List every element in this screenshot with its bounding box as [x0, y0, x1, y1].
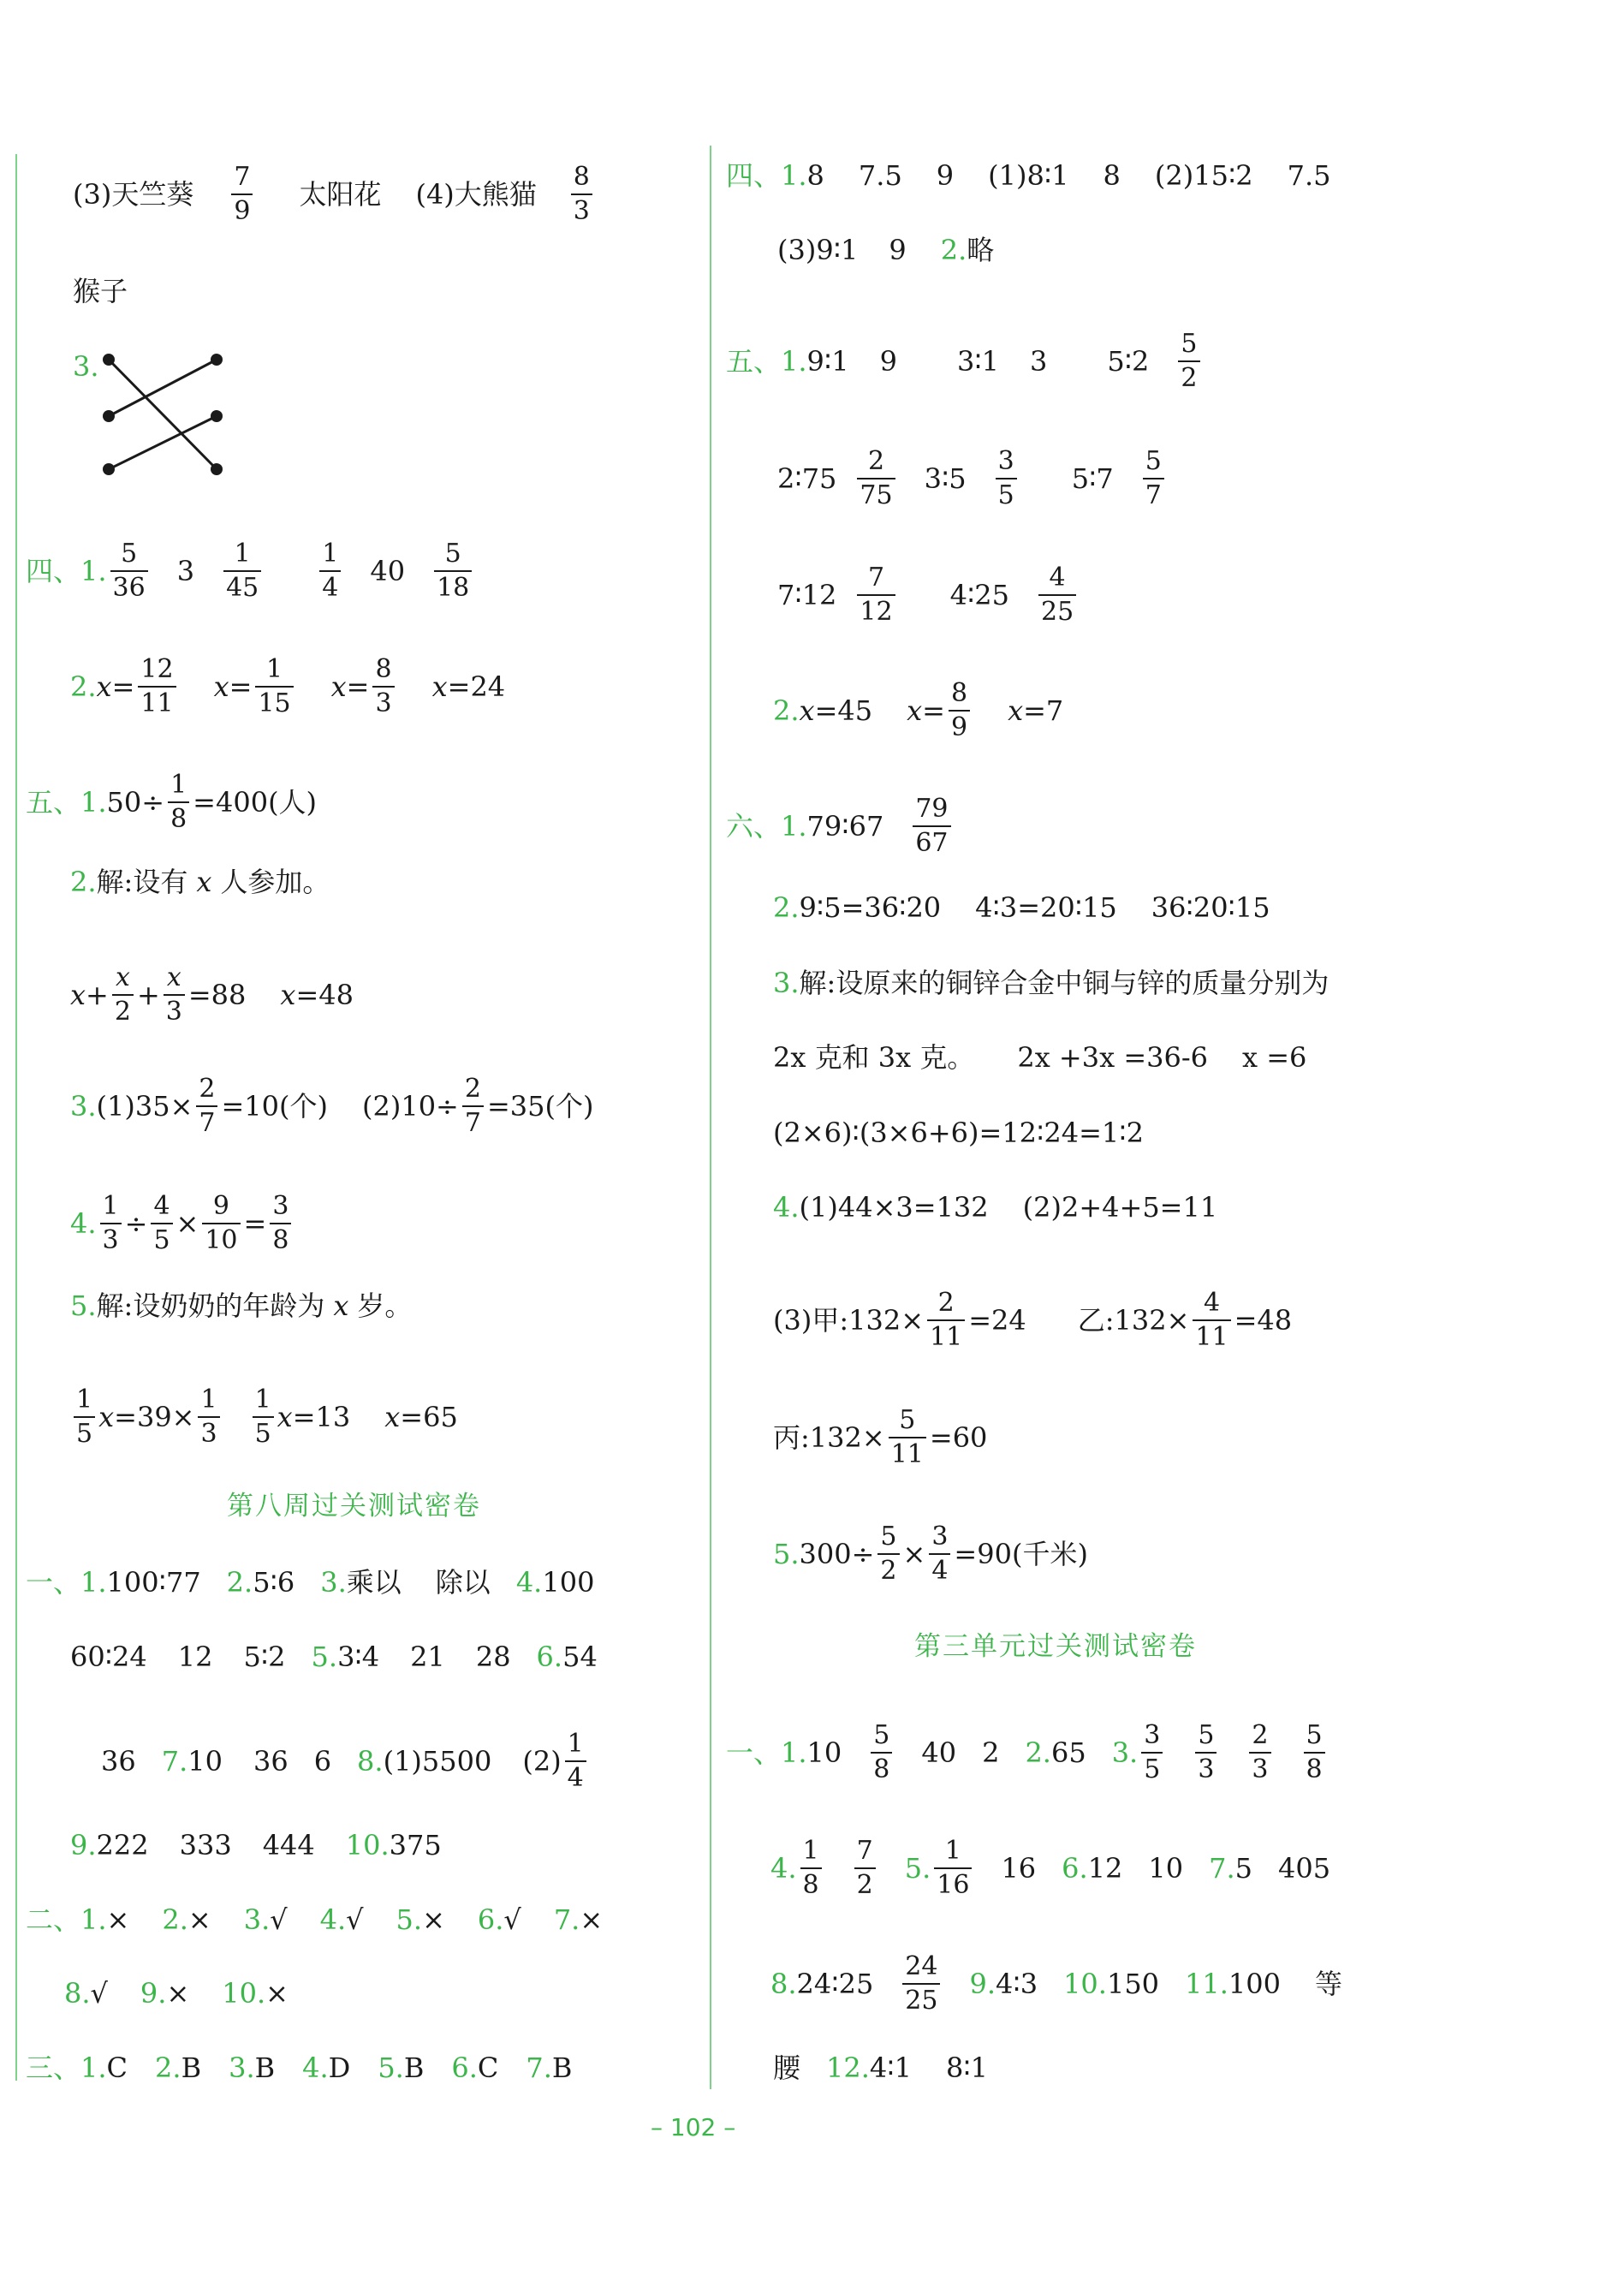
fraction: $\frac{2}{11}$	[927, 1289, 965, 1352]
fraction: $\frac{2}{75}$	[857, 447, 895, 510]
answer-line: 60∶24 12 5∶2 5. 3∶4 21 28 6. 54	[70, 1641, 598, 1673]
text: (4)大熊猫	[415, 178, 537, 211]
column-divider-line	[710, 146, 711, 2089]
fraction: $\frac{5}{8}$	[871, 1721, 892, 1784]
fraction: $\frac{24}{25}$	[902, 1952, 940, 2016]
fraction: $\frac{5}{2}$	[1178, 330, 1199, 393]
fraction: $\frac{4}{11}$	[1193, 1289, 1230, 1352]
fraction: $\frac{9}{10}$	[202, 1192, 240, 1255]
fraction: $\frac{1}{3}$	[100, 1192, 122, 1255]
fraction: $\frac{5}{36}$	[110, 539, 148, 603]
fraction: $\frac{5}{11}$	[889, 1406, 926, 1469]
fraction: $\frac{4}{25}$	[1038, 563, 1076, 627]
answer-line: 2. x = $\frac{12}{11}$ x = $\frac{1}{15}$ x = $\frac{8}{3}$ x =24	[70, 654, 506, 718]
fraction: $\frac{1}{4}$	[319, 539, 341, 603]
answer-line: 腰 12. 4∶1 8∶1	[773, 2052, 988, 2084]
fraction: $\frac{1}{5}$	[74, 1385, 95, 1449]
fraction: $\frac{12}{11}$	[138, 655, 175, 718]
value: 40	[370, 555, 406, 587]
section-label: 二、	[26, 1903, 81, 1936]
answer-line: 丙:132× $\frac{5}{11}$ =60	[773, 1405, 988, 1469]
answer-line: 5. 解:设奶奶的年龄为 x 岁。	[70, 1289, 413, 1322]
question-number: 4.	[70, 1207, 97, 1240]
fraction: $\frac{5}{2}$	[877, 1522, 899, 1586]
fraction: $\frac{1}{5}$	[253, 1385, 274, 1449]
fraction: $\frac{4}{5}$	[151, 1192, 172, 1255]
fraction: $\frac{3}{5}$	[996, 447, 1017, 510]
fraction: $\frac{8}{9}$	[949, 679, 970, 742]
answer-line: x + $\frac{x}{2}$ + $\frac{x}{3}$ =88 x =48	[70, 962, 354, 1027]
answer-line: 三、 1. C 2. B 3. B 4. D 5. B 6. C 7. B	[26, 2052, 573, 2084]
section-label: 一、	[26, 1566, 81, 1599]
question-number: 2.	[70, 670, 97, 703]
answer-line: 4. (1)44×3=132 (2)2+4+5=11	[773, 1191, 1218, 1224]
answer-line: 六、 1. 79∶67 $\frac{79}{67}$	[726, 795, 955, 858]
section-label: 五、	[26, 786, 81, 819]
answer-line: 7∶12 $\frac{7}{12}$ 4∶25 $\frac{4}{25}$	[777, 563, 1080, 627]
fraction: $\frac{3}{8}$	[270, 1192, 291, 1255]
answer-line: 5. 300÷ $\frac{5}{2}$ × $\frac{3}{4}$ =90(千米)	[773, 1522, 1088, 1586]
answer-line: 3. 解:设原来的铜锌合金中铜与锌的质量分别为	[773, 967, 1330, 999]
answer-line	[73, 349, 99, 384]
answer-line: 二、 1. × 2. × 3. √ 4. √ 5. × 6. √ 7. ×	[26, 1903, 604, 1936]
fraction: $\frac{1}{3}$	[198, 1385, 219, 1449]
text: (3)天竺葵	[73, 178, 194, 211]
answer-line	[26, 539, 475, 603]
answer-line: 2. x =45 x = $\frac{8}{9}$ x =7	[773, 678, 1064, 742]
value: 3	[176, 555, 195, 587]
answer-line: 9. 222 333 444 10. 375	[70, 1829, 442, 1861]
fraction: $\frac{1}{4}$	[565, 1730, 586, 1793]
fraction: $\frac{5}{8}$	[1304, 1721, 1325, 1784]
fraction: $\frac{5}{3}$	[1195, 1721, 1217, 1784]
answer-line: 一、 1. 10 $\frac{5}{8}$ 40 2 2. 65 3. $\frac{3}{5}$ $\frac{5}{3}$ $\frac{2}{3}$ $\frac{5}{8}$	[726, 1721, 1329, 1784]
fraction: $\frac{7}{2}$	[854, 1837, 876, 1900]
answer-line: 2. 解:设有 x 人参加。	[70, 866, 330, 898]
answer-line: 4. $\frac{1}{3}$ ÷ $\frac{4}{5}$ × $\frac{9}{10}$ = $\frac{3}{8}$	[70, 1192, 294, 1255]
fraction: $\frac{5}{18}$	[434, 539, 472, 603]
section-title: 第八周过关测试密卷	[227, 1491, 481, 1522]
question-number: 1.	[80, 786, 107, 819]
fraction: $\frac{3}{4}$	[929, 1522, 950, 1586]
variable: x	[96, 670, 112, 703]
section-label: 四、	[26, 555, 81, 587]
section-title: 第三单元过关测试密卷	[914, 1631, 1197, 1662]
answer-line: $\frac{1}{5}$ x =39× $\frac{1}{3}$ $\frac{1}{5}$ x =13 x =65	[70, 1385, 458, 1449]
fraction: $\frac{7}{12}$	[857, 563, 895, 627]
fraction: $\frac{5}{7}$	[1143, 447, 1164, 510]
fraction: $\frac{1}{45}$	[223, 539, 261, 603]
answer-line: 4. $\frac{1}{8}$ $\frac{7}{2}$ 5. $\frac{1}{16}$ 16 6. 12 10 7. 5 405	[770, 1836, 1331, 1900]
answer-line: 五、 1. 9∶1 9 3∶1 3 5∶2 $\frac{5}{2}$	[726, 330, 1204, 393]
answer-line: (3)甲:132× $\frac{2}{11}$ =24 乙:132× $\frac{4}{11}$ =48	[773, 1288, 1293, 1352]
section-label: 四、	[726, 159, 782, 192]
answer-line: 四、 1. 8 7.5 9 (1)8∶1 8 (2)15∶2 7.5	[726, 159, 1331, 192]
answer-line: (2×6)∶(3×6+6)=12∶24=1∶2	[773, 1117, 1144, 1149]
answer-line: 2∶75 $\frac{2}{75}$ 3∶5 $\frac{3}{5}$ 5∶7 $\frac{5}{7}$	[777, 447, 1168, 510]
fraction: $\frac{7}{9}$	[231, 163, 253, 226]
fraction: $\frac{x}{2}$	[112, 963, 134, 1027]
fraction: $\frac{3}{5}$	[1141, 1721, 1163, 1784]
question-number: 5.	[70, 1289, 97, 1322]
answer-line: 2. 9∶5=36∶20 4∶3=20∶15 36∶20∶15	[773, 891, 1270, 924]
fraction: $\frac{1}{8}$	[800, 1837, 822, 1900]
answer-line: 8. 24∶25 $\frac{24}{25}$ 9. 4∶3 10. 150 11. 100 等	[770, 1951, 1343, 2016]
text: 太阳花	[299, 178, 382, 211]
answer-line: 3. (1)35× $\frac{2}{7}$ =10(个) (2)10÷ $\frac{2}{7}$ =35(个)	[70, 1074, 594, 1138]
fraction: $\frac{2}{7}$	[196, 1075, 217, 1138]
fraction: $\frac{8}{3}$	[571, 163, 592, 226]
answer-line	[73, 163, 596, 226]
text: 猴子	[73, 275, 128, 307]
left-margin-line	[15, 154, 17, 2081]
matching-diagram	[98, 342, 235, 488]
fraction: $\frac{1}{8}$	[168, 771, 189, 834]
section-label: 三、	[26, 2052, 81, 2084]
answer-line: 2x 克和 3x 克。 2x +3x =36-6 x =6	[773, 1041, 1307, 1074]
fraction: $\frac{2}{3}$	[1249, 1721, 1270, 1784]
fraction: $\frac{x}{3}$	[164, 963, 185, 1027]
section-label: 五、	[726, 345, 782, 378]
question-number: 1.	[80, 555, 107, 587]
question-number: 3.	[70, 1090, 97, 1123]
fraction: $\frac{1}{15}$	[255, 655, 293, 718]
answer-line: (3)9∶1 9 2. 略	[777, 234, 995, 266]
fraction: $\frac{2}{7}$	[462, 1075, 484, 1138]
question-number: 3.	[73, 350, 99, 383]
fraction: $\frac{1}{16}$	[934, 1837, 972, 1900]
answer-line: 8. √ 9. × 10. ×	[64, 1977, 289, 2010]
section-label: 一、	[726, 1736, 782, 1769]
answer-line: 36 7. 10 36 6 8. (1)5500 (2) $\frac{1}{4}$	[101, 1730, 590, 1793]
fraction: $\frac{8}{3}$	[372, 655, 394, 718]
answer-line: 一、 1. 100∶77 2. 5∶6 3. 乘以 除以 4. 100	[26, 1566, 595, 1599]
section-label: 六、	[726, 810, 782, 843]
answer-line: 五、 1. 50÷ $\frac{1}{8}$ =400(人)	[26, 770, 318, 834]
question-number: 2.	[70, 866, 97, 898]
answer-line	[73, 274, 128, 308]
fraction: $\frac{79}{67}$	[913, 795, 950, 858]
page-number: – 102 –	[651, 2113, 736, 2141]
